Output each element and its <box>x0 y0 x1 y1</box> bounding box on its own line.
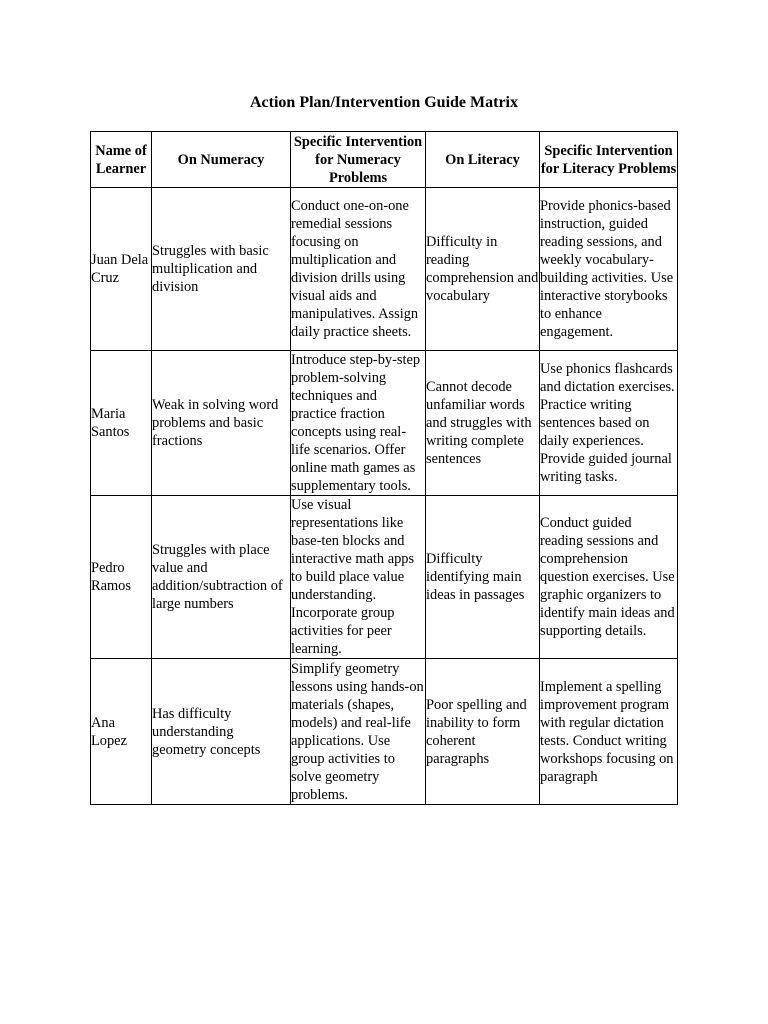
learner-name-cell: Ana Lopez <box>91 659 152 805</box>
numeracy-intervention-cell: Introduce step-by-step problem-solving techniques and practice fraction concepts using real-life scenarios. Offer online math games as supplementary tools. <box>291 351 426 496</box>
numeracy-intervention-cell: Conduct one-on-one remedial sessions focusing on multiplication and division drills using visual aids and manipulatives. Assign daily practice sheets. <box>291 188 426 351</box>
numeracy-cell: Weak in solving word problems and basic fractions <box>152 351 291 496</box>
literacy-cell: Poor spelling and inability to form coherent paragraphs <box>426 659 540 805</box>
numeracy-intervention-cell: Use visual representations like base-ten blocks and interactive math apps to build place value understanding. Incorporate group activities for peer learning. <box>291 496 426 659</box>
intervention-matrix-table <box>90 131 678 805</box>
literacy-cell: Cannot decode unfamiliar words and struggles with writing complete sentences <box>426 351 540 496</box>
learner-name-cell: Juan Dela Cruz <box>91 188 152 351</box>
numeracy-cell: Struggles with place value and addition/subtraction of large numbers <box>152 496 291 659</box>
table-row <box>91 188 678 351</box>
literacy-intervention-cell: Use phonics flashcards and dictation exercises. Practice writing sentences based on daily experiences. Provide guided journal writing tasks. <box>540 351 678 496</box>
document-title: Action Plan/Intervention Guide Matrix <box>250 94 518 111</box>
numeracy-intervention-cell: Simplify geometry lessons using hands-on materials (shapes, models) and real-life applications. Use group activities to solve geometry problems. <box>291 660 424 803</box>
header-name-of-learner: Name of Learner <box>91 132 152 188</box>
literacy-intervention-cell: Implement a spelling improvement program with regular dictation tests. Conduct writing workshops focusing on paragraph <box>540 659 678 805</box>
header-literacy-intervention: Specific Intervention for Literacy Problems <box>540 132 678 188</box>
header-on-literacy: On Literacy <box>426 132 540 188</box>
literacy-cell: Difficulty in reading comprehension and vocabulary <box>426 188 540 351</box>
learner-name-cell: Pedro Ramos <box>91 496 152 659</box>
literacy-intervention-cell: Conduct guided reading sessions and comprehension question exercises. Use graphic organizers to identify main ideas and supporting details. <box>540 496 678 659</box>
numeracy-cell: Has difficulty understanding geometry concepts <box>152 659 291 805</box>
numeracy-cell: Struggles with basic multiplication and division <box>152 188 291 351</box>
header-numeracy-intervention: Specific Intervention for Numeracy Problems <box>291 132 426 188</box>
header-on-numeracy: On Numeracy <box>152 132 291 188</box>
table-row <box>91 351 678 496</box>
literacy-intervention-cell: Provide phonics-based instruction, guided reading sessions, and weekly vocabulary-building activities. Use interactive storybooks to enhance engagement. <box>540 188 678 351</box>
learner-name-cell: Maria Santos <box>91 351 152 496</box>
literacy-cell: Difficulty identifying main ideas in passages <box>426 496 540 659</box>
table-row <box>91 496 678 659</box>
table-header-row <box>91 132 678 188</box>
table-row <box>91 659 678 805</box>
